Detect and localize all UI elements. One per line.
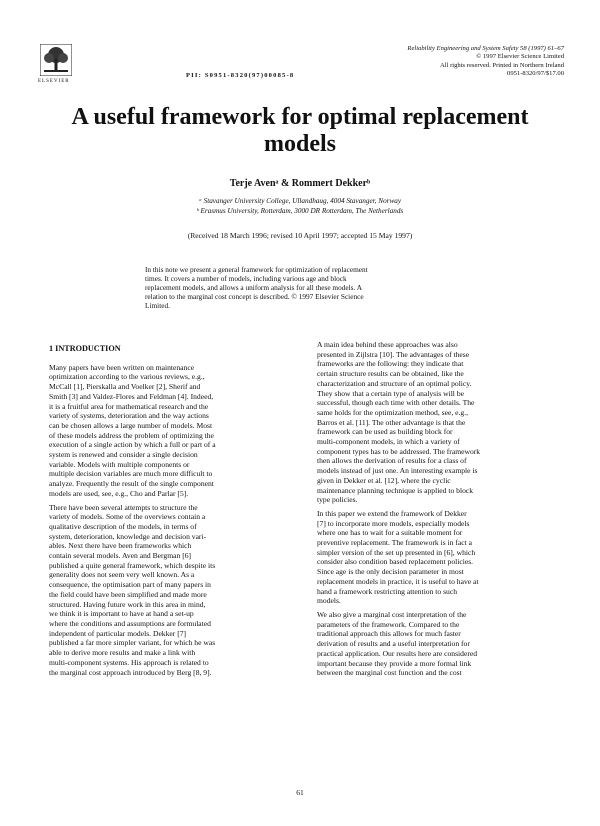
text-line: analyze. Frequently the result of the single component [49,479,214,489]
text-line: between the marginal cost function and the cost [317,668,462,678]
text-line: derivation of results and a useful interpretation for [317,639,470,649]
text-line: the field could have been simplified and made more [49,589,207,599]
text-line: component types has to be addressed. The framework [317,446,481,456]
text-line: published a quite general framework, which despite its [49,560,216,570]
abstract [145,265,455,310]
citation-line: 0951-8320/97/$17.00 [507,69,564,77]
text-line: of these models address the problem of optimizing the [49,430,214,440]
text-line: multiple decision variables are much more difficult to [49,469,213,479]
text-line: A main idea behind these approaches was also [317,340,458,349]
text-line: Smith [3] and Valdez-Flores and Feldman [4]. Indeed, [49,391,214,401]
text-line: same holds for the optimization method, see, e.g., [317,407,468,417]
text-line: multi-component systems. His approach is related to [49,657,209,667]
title-line: A useful framework for optimal replacement [71,104,529,130]
text-line: variable. Models with multiple components or [49,459,190,469]
text-line: structured. Having future work in this area in mind, [49,599,206,609]
text-line: successful, though each time with other details. The [317,398,475,408]
left-column [49,344,279,677]
text-line: Barros et al. [11]. The other advantage is that the [317,417,466,427]
received-dates: (Received 18 March 1996; revised 10 April 1997; accepted 15 May 1997) [187,231,413,240]
text-line: [7] to incorporate more models, especially models [317,518,470,528]
text-line: variety of systems, deterioration and the way actions [49,411,209,421]
affiliation: ᵃ Stavanger University College, Ullandhaug, 4004 Stavanger, Norway [198,197,402,205]
text-line: consider also condition based replacement policies. [317,557,474,567]
text-line: We also give a marginal cost interpretation of the [317,609,467,619]
text-line: There have been several attempts to structure the [49,502,198,512]
text-line: models. [317,596,341,606]
text-line: presented in Zijlstra [10]. The advantages of these [317,349,470,359]
text-line: can be chosen allows a large number of models. Most [49,420,213,430]
text-line: ables. Next there have been frameworks which [49,541,192,551]
text-line: published a far more simpler variant, for which he was [49,638,216,648]
text-line: where one has to wait for a suitable moment for [317,528,463,538]
text-line: replacement models in practice, it is useful to have at [317,576,479,586]
abstract-line: replacement models, and allows a uniform analysis for all these models. A [145,283,363,293]
text-line: characterization and structure of an optimal policy. [317,378,472,388]
text-line: optimization according to the various reviews, e.g., [49,372,205,382]
text-line: traditional approach this allows for much faster [317,629,461,639]
abstract-line: In this note we present a general framework for optimization of replacement [145,265,368,274]
publisher-wordmark: ELSEVIER [38,79,70,84]
text-line: models instead of just one. An interesting example is [317,466,478,476]
text-line: system, deterioration, knowledge and decision vari- [49,531,207,541]
text-line: contain several models. Aven and Bergman [6] [49,551,192,561]
authors: Terje Avenᵃ & Rommert Dekkerᵇ [229,178,371,189]
text-line: In this paper we extend the framework of Dekker [317,508,467,518]
text-line: simpler version of the set up presented in [6], which [317,547,476,557]
text-line: then allows the derivation of results for a class of [317,456,467,466]
text-line: given in Dekker et al. [12], where the cyclic [317,475,451,485]
text-line: parameters of the framework. Compared to the [317,619,460,629]
citation-line: All rights reserved. Printed in Northern Ireland [440,61,564,69]
abstract-line: times. It covers a number of models, including various age and block [145,274,347,284]
text-line: type policies. [317,495,358,505]
title-line: models [264,131,336,157]
citation-line: © 1997 Elsevier Science Limited [476,53,564,61]
text-line: practical application. Our results here are considered [317,648,478,658]
text-line: the marginal cost approach introduced by Berg [8, 9]. [49,667,212,677]
citation-line: Reliability Engineering and System Safety 58 (1997) 61–67 [407,45,564,52]
elsevier-tree-icon [40,44,72,76]
section-heading: 1 INTRODUCTION [49,344,121,353]
text-line: hand a framework restricting attention to such [317,586,458,596]
text-line: preventive replacement. The framework is in fact a [317,538,473,548]
text-line: certain structure results can be obtained, like the [317,369,464,379]
text-line: able to derive more results and make a link with [49,648,196,658]
right-column [317,340,547,678]
text-line: it is a fruitful area for mathematical research and the [49,401,209,411]
text-line: variety of models. Some of the overviews contain a [49,512,206,522]
affiliations [0,196,600,216]
pii-code: PII: S0951-8320(97)00085-8 [186,72,295,79]
text-line: multi-component models, in which a variety of [317,437,460,447]
text-line: qualitative description of the models, in terms of [49,521,197,531]
text-line: Since age is the only decision parameter in most [317,567,464,577]
abstract-line: relation to the marginal cost concept is described. © 1997 Elsevier Science [145,292,364,302]
abstract-line: Limited. [145,301,170,311]
text-line: execution of a single action by which a full or part of a [49,440,216,450]
text-line: consequence, the optimisation part of many papers in [49,580,211,590]
text-line: framework can be used as building block for [317,427,453,437]
paper-title [0,104,600,158]
text-line: generality does not seem very well known. As a [49,570,195,580]
text-line: They show that a certain type of analysis will be [317,388,464,398]
text-line: system is renewed and consider a single decision [49,450,198,460]
page-number: 61 [296,788,304,797]
affiliation: ᵇ Erasmus University, Rotterdam, 3000 DR Rotterdam, The Netherlands [196,207,404,215]
text-line: important because they provide a more formal link [317,658,472,668]
journal-citation [407,45,564,78]
text-line: McCall [1], Pierskalla and Voelker [2], Sherif and [49,382,201,392]
text-line: independent of particular models. Dekker [7] [49,628,187,638]
text-line: models are used, see, e.g., Cho and Parlar [5]. [49,488,189,498]
text-line: Many papers have been written on maintenance [49,362,195,372]
text-line: frameworks are the following: they indicate that [317,359,464,369]
text-line: maintenance planning technique is applied to block [317,485,474,495]
text-line: where the conditions and assumptions are formulated [49,618,211,628]
text-line: we think it is important to have at hand a set-up [49,609,194,619]
